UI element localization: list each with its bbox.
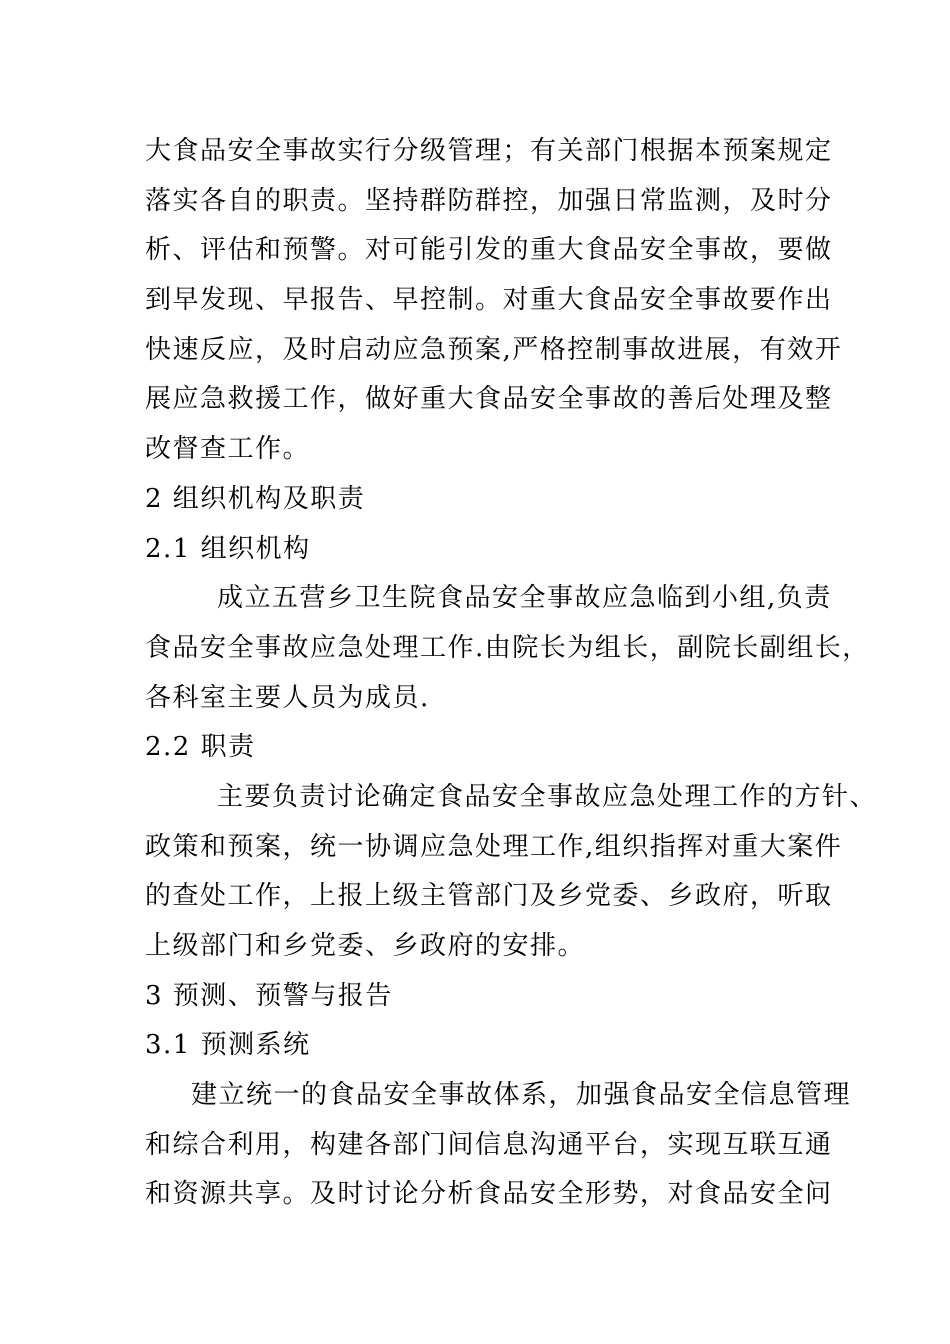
- paragraph-line: 大食品安全事故实行分级管理；有关部门根据本预案规定: [145, 136, 833, 166]
- paragraph-line: 和综合利用，构建各部门间信息沟通平台，实现互联互通: [145, 1129, 833, 1160]
- subsection-heading: 3.1 预测系统: [145, 1030, 311, 1061]
- paragraph-line: 各科室主要人员为成员.: [145, 682, 430, 713]
- subsection-heading: 2.1 组织机构: [145, 533, 311, 564]
- paragraph-line: 和资源共享。及时讨论分析食品安全形势，对食品安全问: [145, 1179, 833, 1210]
- paragraph-line: 快速反应，及时启动应急预案,严格控制事故进展，有效开: [145, 334, 843, 365]
- paragraph-line: 上级部门和乡党委、乡政府的安排。: [145, 931, 586, 961]
- paragraph-line: 主要负责讨论确定食品安全事故应急处理工作的方针、: [217, 781, 878, 812]
- subsection-heading: 2.2 职责: [145, 732, 256, 763]
- paragraph-line: 落实各自的职责。坚持群防群控，加强日常监测，及时分: [145, 185, 833, 216]
- paragraph-line: 成立五营乡卫生院食品安全事故应急临到小组,负责: [217, 583, 832, 614]
- paragraph-line: 食品安全事故应急处理工作.由院长为组长，副院长副组长，: [145, 632, 870, 663]
- document-body: [145, 127, 878, 1220]
- paragraph-line: 到早发现、早报告、早控制。对重大食品安全事故要作出: [145, 285, 833, 316]
- section-heading: 2 组织机构及职责: [145, 483, 366, 514]
- paragraph-line: 展应急救援工作，做好重大食品安全事故的善后处理及整: [145, 384, 833, 415]
- section-heading: 3 预测、预警与报告: [145, 980, 393, 1011]
- paragraph-line: 的查处工作，上报上级主管部门及乡党委、乡政府，听取: [145, 881, 833, 912]
- paragraph-line: 政策和预案，统一协调应急处理工作,组织指挥对重大案件: [145, 831, 843, 862]
- paragraph-line: 改督查工作。: [145, 434, 311, 465]
- paragraph-line: 析、评估和预警。对可能引发的重大食品安全事故，要做: [145, 235, 833, 266]
- paragraph-line: 建立统一的食品安全事故体系，加强食品安全信息管理: [191, 1080, 852, 1111]
